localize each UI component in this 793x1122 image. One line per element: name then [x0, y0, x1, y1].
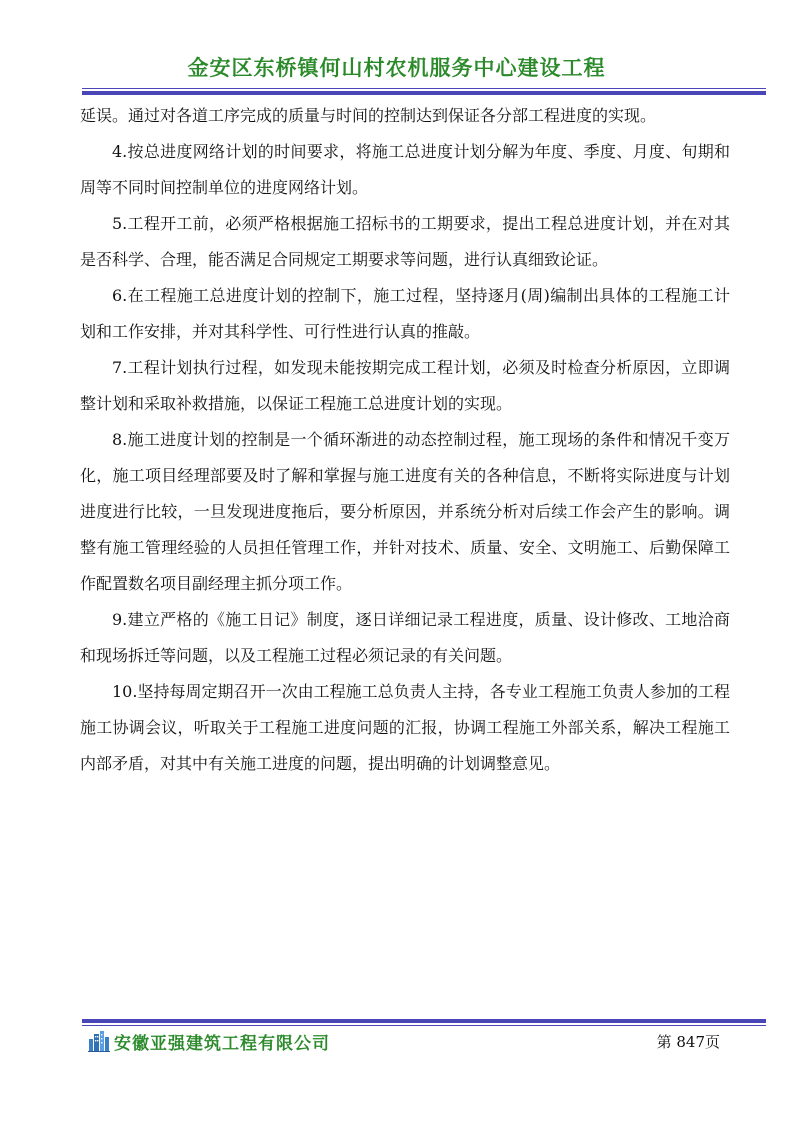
paragraph: 8.施工进度计划的控制是一个循环渐进的动态控制过程，施工现场的条件和情况千变万化，施工项目经理部要及时了解和掌握与施工进度有关的各种信息，不断将实际进度与计划进度进行比较，一旦发现进度拖后，要分析原因，并系统分析对后续工作会产生的影响。调整有施工管理经验的人员担任管理工作，并针对技术、质量、安全、文明施工、后勤保障工作配置数名项目副经理主抓分项工作。 [80, 430, 730, 593]
page-number: 第 847页 [656, 1033, 720, 1051]
paragraph: 6.在工程施工总进度计划的控制下，施工过程，坚持逐月(周)编制出具体的工程施工计划和工作安排，并对其科学性、可行性进行认真的推敲。 [80, 286, 730, 341]
document-title: 金安区东桥镇何山村农机服务中心建设工程 [187, 56, 606, 80]
header-rule-thick [82, 91, 766, 95]
footer-rule-thick [82, 1019, 766, 1023]
paragraph: 延误。通过对各道工序完成的质量与时间的控制达到保证各分部工程进度的实现。 [80, 106, 657, 125]
paragraph: 4.按总进度网络计划的时间要求，将施工总进度计划分解为年度、季度、月度、旬期和周等不同时间控制单位的进度网络计划。 [80, 142, 730, 197]
paragraph: 5.工程开工前，必须严格根据施工招标书的工期要求，提出工程总进度计划，并在对其是否科学、合理，能否满足合同规定工期要求等问题，进行认真细致论证。 [80, 214, 730, 269]
paragraph: 7.工程计划执行过程，如发现未能按期完成工程计划，必须及时检查分析原因，立即调整计划和采取补救措施，以保证工程施工总进度计划的实现。 [80, 358, 730, 413]
paragraph: 10.坚持每周定期召开一次由工程施工总负责人主持，各专业工程施工负责人参加的工程施工协调会议，听取关于工程施工进度问题的汇报，协调工程施工外部关系，解决工程施工内部矛盾，对其中有关施工进度的问题，提出明确的计划调整意见。 [80, 682, 730, 773]
footer-company-name: 安徽亚强建筑工程有限公司 [114, 1034, 330, 1054]
header-rule-thin [82, 88, 766, 89]
paragraph: 9.建立严格的《施工日记》制度，逐日详细记录工程进度，质量、设计修改、工地洽商和现场拆迁等问题，以及工程施工过程必须记录的有关问题。 [80, 610, 730, 665]
page-footer [82, 1026, 766, 1056]
body-text [80, 98, 730, 782]
building-logo-icon [88, 1030, 110, 1052]
